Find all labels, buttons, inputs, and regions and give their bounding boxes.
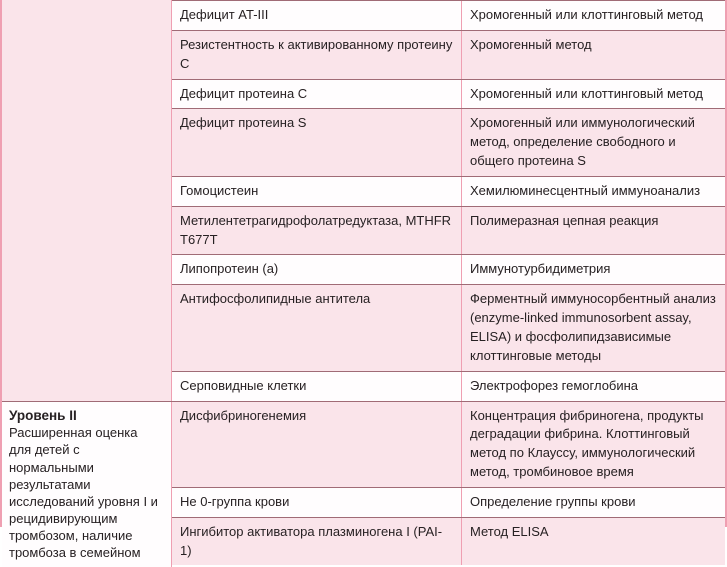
test-name-cell: Липопротеин (а) (172, 255, 462, 284)
section-rows (172, 0, 725, 401)
section-label-cell (2, 0, 172, 401)
method-cell: Хромогенный или иммунологический метод, определение свободного и общего протеина S (470, 115, 695, 169)
test-name-cell: Дефицит протеина С (172, 80, 462, 109)
method-cell: Полимеразная цепная реакция (470, 212, 659, 228)
table-row (172, 284, 725, 370)
table-row (172, 371, 725, 401)
test-name-cell: Метилентетрагидрофолатредуктаза, MTHFR T677T (172, 207, 462, 255)
table-row (172, 206, 725, 255)
section-title: Уровень II (9, 407, 77, 423)
method-cell: Хромогенный метод (470, 36, 592, 52)
table-row (172, 30, 725, 79)
method-cell: Хемилюминесцентный иммуноанализ (470, 182, 701, 198)
method-cell: Иммунотурбидиметрия (470, 261, 611, 277)
table-row (172, 487, 725, 517)
test-name-cell: Дефицит AT-III (172, 1, 462, 30)
test-name-cell: Серповидные клетки (172, 372, 462, 401)
section-label-cell (2, 402, 172, 567)
table-row (172, 1, 725, 30)
method-cell: Ферментный иммуносорбентный анализ (enzyme-linked immunosorbent assay, ELISA) и фосфолипидзависимые клоттинговые методы (470, 291, 716, 363)
table-row (172, 517, 725, 566)
test-name-cell: Антифосфолипидные антитела (172, 285, 462, 370)
table-section (2, 401, 725, 567)
test-name-cell: Не 0-группа крови (172, 488, 462, 517)
table-row (172, 176, 725, 206)
section-description: Расширенная оценка для детей с нормальными результатами исследований уровня I и рецидивирующим тромбозом, наличие тромбоза в семейном (9, 425, 158, 561)
test-name-cell: Дисфибриногенемия (172, 402, 462, 487)
table-row (172, 79, 725, 109)
test-name-cell: Дефицит протеина S (172, 109, 462, 176)
table-section (2, 0, 725, 401)
table-row (172, 254, 725, 284)
method-cell: Определение группы крови (470, 493, 636, 509)
table-row (172, 108, 725, 176)
table-row (172, 402, 725, 487)
method-cell: Хромогенный или клоттинговый метод (470, 85, 704, 101)
method-cell: Метод ELISA (470, 523, 549, 539)
method-cell: Электрофорез гемоглобина (470, 377, 639, 393)
test-name-cell: Гомоцистеин (172, 177, 462, 206)
section-rows (172, 402, 725, 567)
method-cell: Концентрация фибриногена, продукты деградации фибрина. Клоттинговый метод по Клауссу, иммунологический метод, тромбиновое время (470, 407, 704, 480)
method-cell: Хромогенный или клоттинговый метод (470, 7, 704, 22)
test-name-cell: Резистентность к активированному протеину С (172, 31, 462, 79)
test-name-cell: Ингибитор активатора плазминогена I (PAI-1) (172, 518, 462, 566)
